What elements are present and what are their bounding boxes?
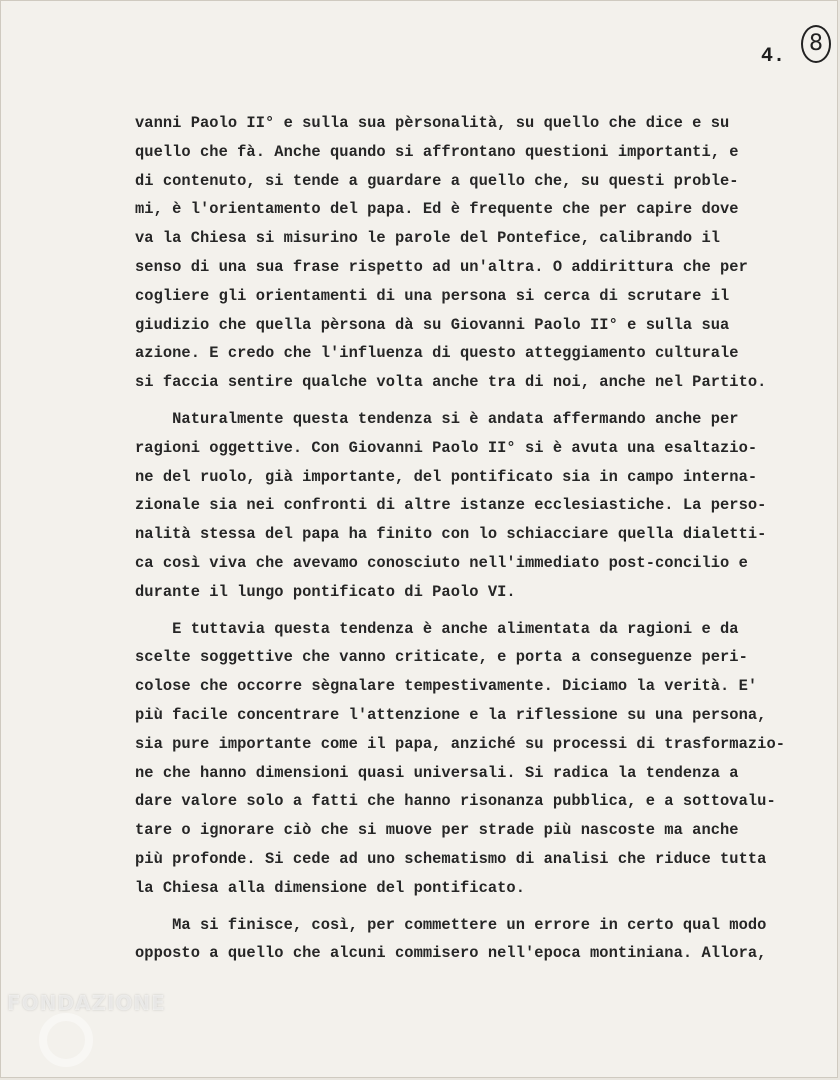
text-line: vanni Paolo II° e sulla sua pèrsonalità, su quello che dice e su <box>135 114 730 132</box>
text-line: opposto a quello che alcuni commisero nell'epoca montiniana. Allora, <box>135 944 767 963</box>
handwritten-archive-number: 8 <box>801 25 831 63</box>
text-line: senso di una sua frase rispetto ad un'altra. O addirittura che per <box>135 257 748 276</box>
paragraph <box>135 911 835 969</box>
body-text <box>135 109 835 968</box>
text-line: colose che occorre sègnalare tempestivamente. Diciamo la verità. E' <box>135 677 758 696</box>
text-line: di contenuto, si tende a guardare a quello che, su questi proble- <box>135 171 739 190</box>
watermark: FONDAZIONE <box>7 991 166 1015</box>
text-line: azione. E credo che l'influenza di questo atteggiamento culturale <box>135 344 739 363</box>
paragraph-gap <box>135 397 835 405</box>
text-line: ragioni oggettive. Con Giovanni Paolo II° si è avuta una esaltazio- <box>135 438 758 457</box>
text-line: ne del ruolo, già importante, del pontificato sia in campo interna- <box>135 467 758 486</box>
text-line: nalità stessa del papa ha finito con lo schiacciare quella dialetti- <box>135 525 767 544</box>
text-line: tare o ignorare ciò che si muove per strade più nascoste ma anche <box>135 821 739 840</box>
paragraph <box>135 615 835 903</box>
text-line: giudizio che quella pèrsona dà su Giovanni Paolo II° e sulla sua <box>135 315 730 334</box>
text-line: Naturalmente questa tendenza si è andata affermando anche per <box>135 409 739 428</box>
paragraph <box>135 405 835 607</box>
text-line: la Chiesa alla dimensione del pontificato. <box>135 878 526 897</box>
text-line: ca così viva che avevamo conosciuto nell'immediato post-concilio e <box>135 553 748 572</box>
text-line: ne che hanno dimensioni quasi universali. Si radica la tendenza a <box>135 763 739 782</box>
paragraph-gap <box>135 903 835 911</box>
text-line: si faccia sentire qualche volta anche tra di noi, anche nel Partito. <box>135 373 767 392</box>
text-line: sia pure importante come il papa, anziché su processi di trasformazio- <box>135 734 786 753</box>
text-line: durante il lungo pontificato di Paolo VI. <box>135 582 516 601</box>
text-line: zionale sia nei confronti di altre istanze ecclesiastiche. La perso- <box>135 496 767 515</box>
text-line: quello che fà. Anche quando si affrontano questioni importanti, e <box>135 142 739 161</box>
text-line: più facile concentrare l'attenzione e la riflessione su una persona, <box>135 705 767 724</box>
text-line: va la Chiesa si misurino le parole del Pontefice, calibrando il <box>135 229 721 248</box>
page-number: 4. <box>761 45 786 68</box>
text-line: dare valore solo a fatti che hanno risonanza pubblica, e a sottovalu- <box>135 792 776 811</box>
watermark-logo-icon <box>39 1013 93 1067</box>
paragraph-gap <box>135 607 835 615</box>
text-line: più profonde. Si cede ad uno schematismo di analisi che riduce tutta <box>135 849 767 868</box>
text-line: scelte soggettive che vanno criticate, e porta a conseguenze peri- <box>135 648 748 667</box>
text-line: cogliere gli orientamenti di una persona si cerca di scrutare il <box>135 286 730 305</box>
text-line: mi, è l'orientamento del papa. Ed è frequente che per capire dove <box>135 200 739 219</box>
paragraph <box>135 109 835 397</box>
text-line: Ma si finisce, così, per commettere un errore in certo qual modo <box>135 915 767 934</box>
text-line: E tuttavia questa tendenza è anche alimentata da ragioni e da <box>135 619 739 638</box>
